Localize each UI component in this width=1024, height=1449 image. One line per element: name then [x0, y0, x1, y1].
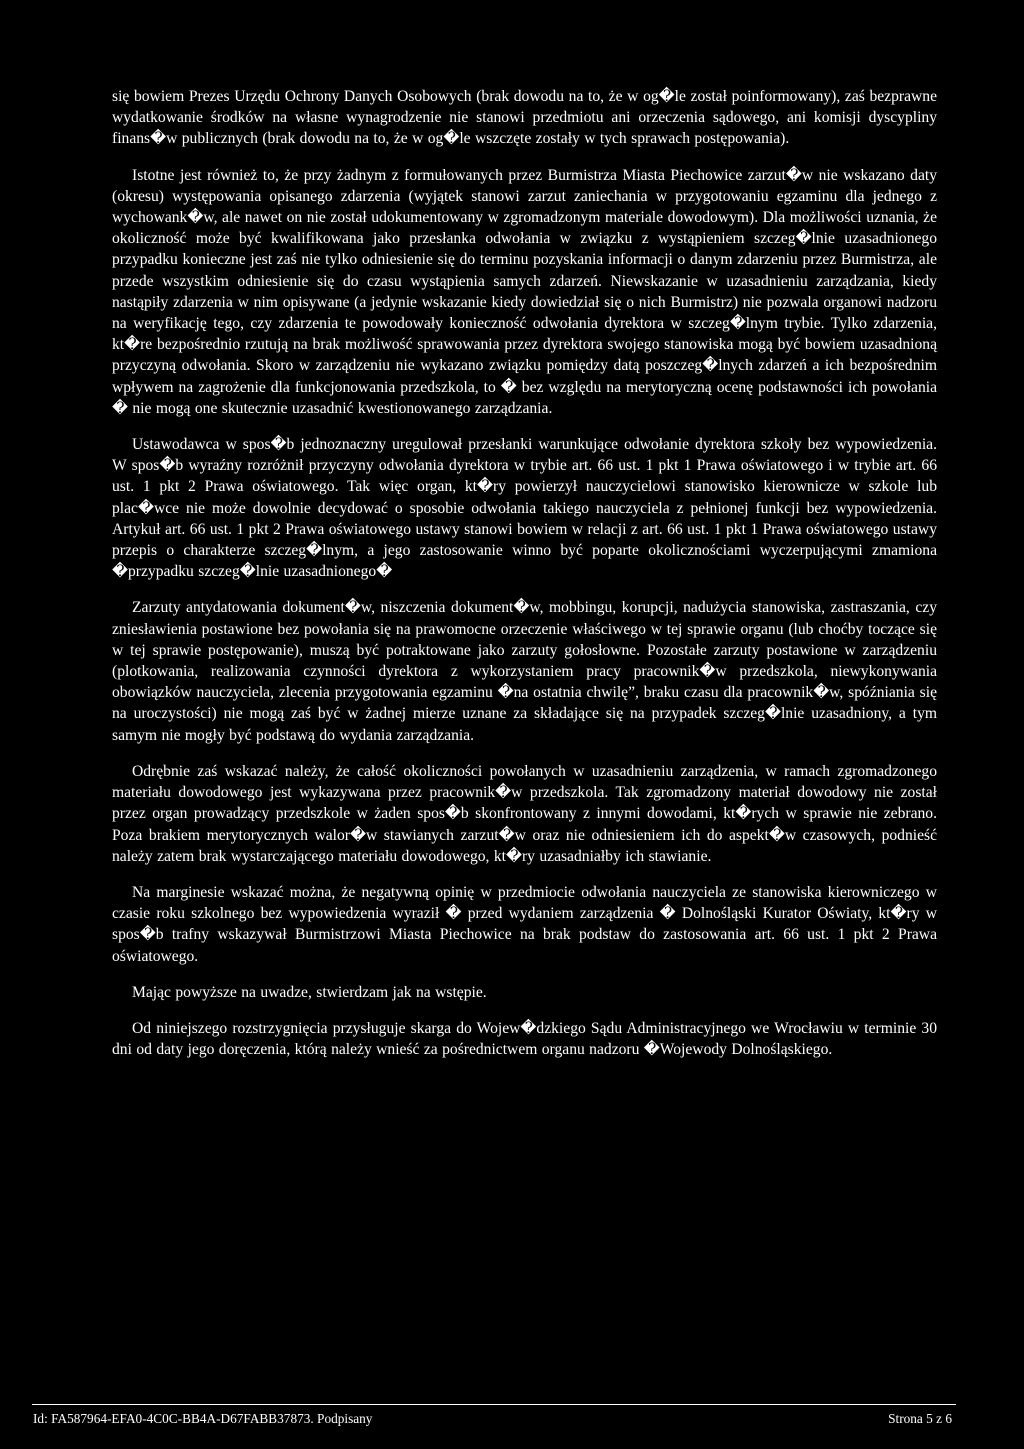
paragraph-continuation: się bowiem Prezes Urzędu Ochrony Danych Osobowych (brak dowodu na to, że w og�le został poinformowany), zaś bezprawne wydatkowanie środków na własne wynagrodzenie nie stanowi przedmiotu ani orzeczenia sądowego, ani komisji dyscypliny finans�w publicznych (brak dowodu na to, że w og�le wszczęte zostały w tych sprawach postępowania).	[112, 88, 937, 148]
paragraph-evidence: Odrębnie zaś wskazać należy, że całość okoliczności powołanych w uzasadnieniu zarządzenia, w ramach zgromadzonego materiału dowodowego jest wykazywana przez pracownik�w przedszkola. Tak zgromadzony materiał dowodowy nie został przez organ prowadzący przedszkole w żaden spos�b skonfrontowany z innymi dowodami, kt�rych w sprawie nie zebrano. Poza brakiem merytorycznych walor�w stawianych zarzut�w oraz nie odniesieniem ich do aspekt�w czasowych, podnieść należy zatem brak wystarczającego materiału dowodowego, kt�ry uzasadniałby ich stawianie.	[112, 762, 937, 865]
paragraph-appeal: Od niniejszego rozstrzygnięcia przysługuje skarga do Wojew�dzkiego Sądu Administracyjnego we Wrocławiu w terminie 30 dni od daty jego doręczenia, którą należy wnieść za pośrednictwem organu nadzoru �Wojewody Dolnośląskiego.	[112, 1019, 937, 1059]
paragraph-missing-dates: Istotne jest również to, że przy żadnym z formułowanych przez Burmistrza Miasta Piechowice zarzut�w nie wskazano daty (okresu) występowania opisanego zdarzenia (wyjątek stanowi zarzut zaniechania w przygotowaniu egzaminu dla jednego z wychowank�w, ale nawet on nie został udokumentowany w zgromadzonym materiale dowodowym). Dla możliwości uznania, że okoliczność może być kwalifikowana jako przesłanka odwołania w związku z wystąpieniem szczeg�lnie uzasadnionego przypadku konieczne jest zaś nie tylko odniesienie się do terminu pozyskania informacji o danym zdarzeniu przez Burmistrza, ale przede wszystkim odniesienie się do czasu wystąpienia samych zdarzeń. Niewskazanie w uzasadnieniu zarządzania, kiedy nastąpiły zdarzenia w nim opisywane (a jedynie wskazanie kiedy dowiedział się o nich Burmistrz) nie pozwala organowi nadzoru na weryfikację tego, czy zdarzenia te powodowały konieczność odwołania dyrektora w szczeg�lnym trybie. Tylko zdarzenia, kt�re bezpośrednio rzutują na brak możliwość sprawowania przez dyrektora swojego stanowiska mogą być bowiem uzasadnioną przyczyną odwołania. Skoro w zarządzeniu nie wykazano związku pomiędzy datą poszczeg�lnych zdarzeń a ich bezpośrednim wpływem na zagrożenie dla funkcjonowania przedszkola, to � bez względu na merytoryczną ocenę podstawności ich powołania � nie mogą one skutecznie uzasadnić kwestionowanego zarządzania.	[112, 166, 937, 417]
paragraph-conclusion: Mając powyższe na uwadze, stwierdzam jak na wstępie.	[132, 983, 487, 1001]
paragraph-accusations: Zarzuty antydatowania dokument�w, niszczenia dokument�w, mobbingu, korupcji, nadużycia stanowiska, zastraszania, czy zniesławienia postawione bez powołania się na prawomocne orzeczenie właściwego w tej sprawie organu (lub choćby toczące się w tej sprawie postępowanie), muszą być potraktowane jako zarzuty gołosłowne. Pozostałe zarzuty postawione w zarządzeniu (plotkowania, realizowania czynności dyrektora z wykorzystaniem pracy pracownik�w przedszkola, niewykonywania obowiązków nauczyciela, zlecenia przygotowania egzaminu �na ostatnia chwilę”, braku czasu dla pracownik�w, spóźniania się na uroczystości) nie mogą zaś być w żadnej mierze uznane za składające się na przypadek szczeg�lnie uzasadniony, a tym samym nie mogły być podstawą do wydania zarządzania.	[112, 599, 937, 744]
footer-document-id: Id: FA587964-EFA0-4C0C-BB4A-D67FABB37873. Podpisany	[33, 1411, 373, 1426]
paragraph-curator-opinion: Na marginesie wskazać można, że negatywną opinię w przedmiocie odwołania nauczyciela ze stanowiska kierowniczego w czasie roku szkolnego bez wypowiedzenia wyraził � przed wydaniem zarządzenia � Dolnośląski Kurator Oświaty, kt�ry w spos�b trafny wskazywał Burmistrzowi Miasta Piechowice na brak podstaw do zastosowania art. 66 ust. 1 pkt 2 Prawa oświatowego.	[112, 883, 937, 965]
footer-page-number: Strona 5 z 6	[888, 1411, 952, 1426]
paragraph-legislator: Ustawodawca w spos�b jednoznaczny uregulował przesłanki warunkujące odwołanie dyrektora szkoły bez wypowiedzenia. W spos�b wyraźny rozróżnił przyczyny odwołania dyrektora w trybie art. 66 ust. 1 pkt 1 Prawa oświatowego i w trybie art. 66 ust. 1 pkt 2 Prawa oświatowego. Tak więc organ, kt�ry powierzył nauczycielowi stanowisko kierownicze w szkole lub plac�wce nie może dowolnie decydować o sposobie odwołania takiego nauczyciela z pełnionej funkcji bez wypowiedzenia. Artykuł art. 66 ust. 1 pkt 2 Prawa oświatowego ustawy stanowi bowiem w relacji z art. 66 ust. 1 pkt 1 Prawa oświatowego ustawy przepis o charakterze szczeg�lnym, a jego zastosowanie winno być poparte okolicznościami wyczerpującymi zmamiona �przypadku szczeg�lnie uzasadnionego�	[112, 436, 937, 581]
document-body	[112, 86, 937, 1060]
footer-divider	[32, 1404, 956, 1405]
